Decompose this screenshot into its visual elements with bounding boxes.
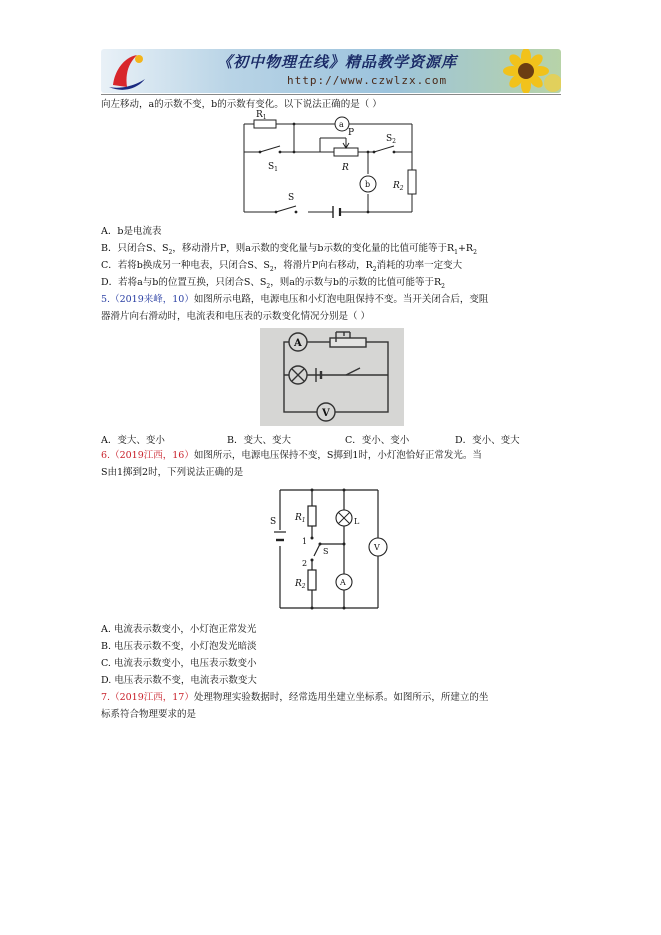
q4-option-a[interactable]: A．b是电流表 — [101, 226, 162, 237]
q5-option-a[interactable]: A．变大、变小 — [101, 435, 165, 446]
q6-r2-label: $R_2$ — [295, 579, 306, 590]
q6-terminal-2-label: 2 — [302, 559, 308, 568]
q5-option-c[interactable]: C．变小、变小 — [345, 435, 410, 446]
q6-option-d[interactable]: D. 电压表示数不变，电流表示数变大 — [101, 675, 257, 686]
header-banner — [101, 49, 561, 93]
q4-r-label: R — [342, 163, 349, 173]
header-title: 《初中物理在线》精品教学资源库 — [217, 53, 458, 71]
q4-circuit-diagram — [236, 108, 420, 220]
q4-meter-b-label: b — [365, 180, 371, 189]
q5-voltmeter-label: V — [322, 408, 330, 419]
site-logo-icon — [103, 49, 151, 93]
q6-option-a[interactable]: A. 电流表示数变小，小灯泡正常发光 — [101, 624, 257, 635]
q6-voltmeter-label: V — [374, 543, 380, 552]
header-divider — [101, 94, 561, 95]
q6-terminal-1-label: 1 — [302, 537, 308, 546]
q5-option-d[interactable]: D．变小、变大 — [455, 435, 520, 446]
q6-option-c[interactable]: C. 电流表示数变小，电压表示数变小 — [101, 658, 257, 669]
q6-source-label: S — [270, 517, 277, 527]
q5-stem-line1: 5.（2019来峰，10）如图所示电路，电源电压和小灯泡电阻保持不变。当开关闭合后，变阻 — [101, 294, 489, 305]
q7-stem-line2: 标系符合物理要求的是 — [101, 709, 197, 720]
q4-s2-label: $S_2$ — [386, 134, 396, 145]
q6-r1-label: $R_1$ — [295, 513, 306, 524]
q4-r2-label: $R_2$ — [393, 181, 404, 192]
q4-s-label: S — [288, 193, 295, 203]
q5-circuit-photo — [260, 328, 404, 426]
q4-option-b[interactable]: B．只闭合S、$S_2$，移动滑片P，则a示数的变化量与b示数的变化量的比值可能等于$R_1+R_2$ — [101, 243, 477, 256]
header-url[interactable]: http://www.czwlzx.com — [287, 74, 448, 87]
q5-ammeter-label: A — [294, 338, 302, 349]
q6-option-b[interactable]: B. 电压表示数不变，小灯泡发光暗淡 — [101, 641, 257, 652]
q4-option-c[interactable]: C．若将b换成另一种电表，只闭合S、$S_2$，将滑片P向右移动，$R_2$消耗的功率一定变大 — [101, 260, 463, 273]
q5-option-b[interactable]: B．变大、变大 — [227, 435, 291, 446]
q4-s1-label: $S_1$ — [268, 162, 278, 173]
q4-stem: 向左移动，a的示数不变，b的示数有变化。以下说法正确的是（ ） — [101, 99, 382, 110]
q4-r1-label: $R_1$ — [256, 110, 267, 121]
q6-lamp-label: L — [354, 517, 360, 526]
q6-switch-label: S — [323, 547, 329, 556]
q6-stem-line2: S由1掷到2时，下列说法正确的是 — [101, 467, 244, 478]
q6-circuit-diagram — [268, 484, 388, 614]
q6-ammeter-label: A — [340, 578, 346, 587]
q7-stem-line1: 7.（2019江西，17）处理物理实验数据时，经常选用坐建立坐标系。如图所示，所建立的坐 — [101, 692, 489, 703]
q4-option-d[interactable]: D．若将a与b的位置互换，只闭合S、$S_2$，则a的示数与b的示数的比值可能等于$R_2$ — [101, 277, 445, 290]
q5-stem-line2: 器滑片向右滑动时，电流表和电压表的示数变化情况分别是（ ） — [101, 311, 371, 322]
q4-meter-a-label: a — [339, 120, 344, 129]
sunflower-icon — [491, 49, 561, 93]
q4-slider-p-label: P — [348, 128, 355, 138]
q6-stem-line1: 6.（2019江西，16）如图所示，电源电压保持不变，S掷到1时，小灯泡恰好正常发光。当 — [101, 450, 482, 461]
